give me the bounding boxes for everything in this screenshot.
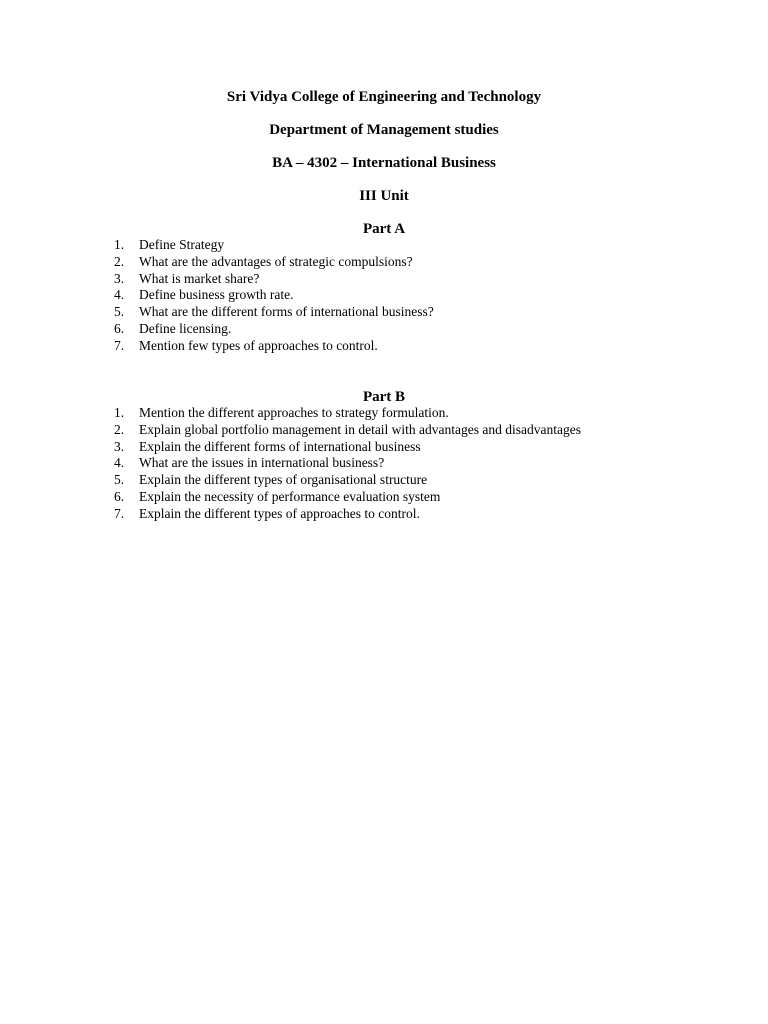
- part-a-question: [114, 271, 734, 288]
- question-text: Define Strategy: [139, 237, 225, 252]
- part-a-question: [114, 237, 734, 254]
- question-number: 2.: [114, 421, 125, 437]
- question-text: Mention the different approaches to strategy formulation.: [139, 405, 449, 420]
- question-number: 5.: [114, 304, 125, 320]
- question-text: Explain the necessity of performance evaluation system: [139, 488, 441, 504]
- part-a-question: [114, 321, 734, 338]
- question-number: 6.: [114, 320, 125, 336]
- part-b-question: [114, 472, 734, 489]
- question-number: 5.: [114, 472, 125, 488]
- question-text: What are the issues in international business?: [139, 455, 385, 471]
- part-a-question: [114, 254, 734, 271]
- question-number: 3.: [114, 270, 125, 286]
- question-text: Define licensing.: [139, 320, 232, 336]
- part-a-question: [114, 287, 734, 304]
- department-name: Department of Management studies: [269, 122, 499, 138]
- question-number: 3.: [114, 438, 125, 454]
- question-text: Explain the different forms of international business: [139, 438, 421, 454]
- question-text: What is market share?: [139, 270, 260, 286]
- question-text: What are the different forms of international business?: [139, 304, 434, 320]
- part-b-question: [114, 422, 734, 439]
- part-a-question: [114, 304, 734, 321]
- part-b-question: [114, 439, 734, 456]
- part-b-question: [114, 506, 734, 523]
- part-a-question-list: [114, 237, 734, 355]
- unit-title: III Unit: [359, 188, 409, 204]
- part-b-question: [114, 405, 734, 422]
- question-text: Explain global portfolio management in detail with advantages and disadvantages: [139, 421, 581, 437]
- question-number: 6.: [114, 488, 125, 504]
- question-text: Explain the different types of approaches to control.: [139, 505, 420, 521]
- question-text: Explain the different types of organisational structure: [139, 472, 428, 488]
- question-number: 7.: [114, 505, 125, 521]
- part-a-title: Part A: [362, 221, 406, 237]
- college-name: Sri Vidya College of Engineering and Technology: [226, 89, 542, 105]
- question-number: 4.: [114, 287, 125, 303]
- question-number: 1.: [114, 405, 125, 420]
- course-title: BA – 4302 – International Business: [272, 155, 496, 171]
- question-number: 4.: [114, 455, 125, 471]
- question-number: 1.: [114, 237, 125, 252]
- question-text: What are the advantages of strategic compulsions?: [139, 253, 413, 269]
- question-number: 2.: [114, 253, 125, 269]
- question-text: Define business growth rate.: [139, 287, 294, 303]
- part-b-question-list: [114, 405, 734, 523]
- part-b-question: [114, 489, 734, 506]
- question-text: Mention few types of approaches to control.: [139, 337, 378, 353]
- part-b-title: Part B: [362, 389, 406, 405]
- question-number: 7.: [114, 337, 125, 353]
- part-b-question: [114, 455, 734, 472]
- part-a-question: [114, 338, 734, 355]
